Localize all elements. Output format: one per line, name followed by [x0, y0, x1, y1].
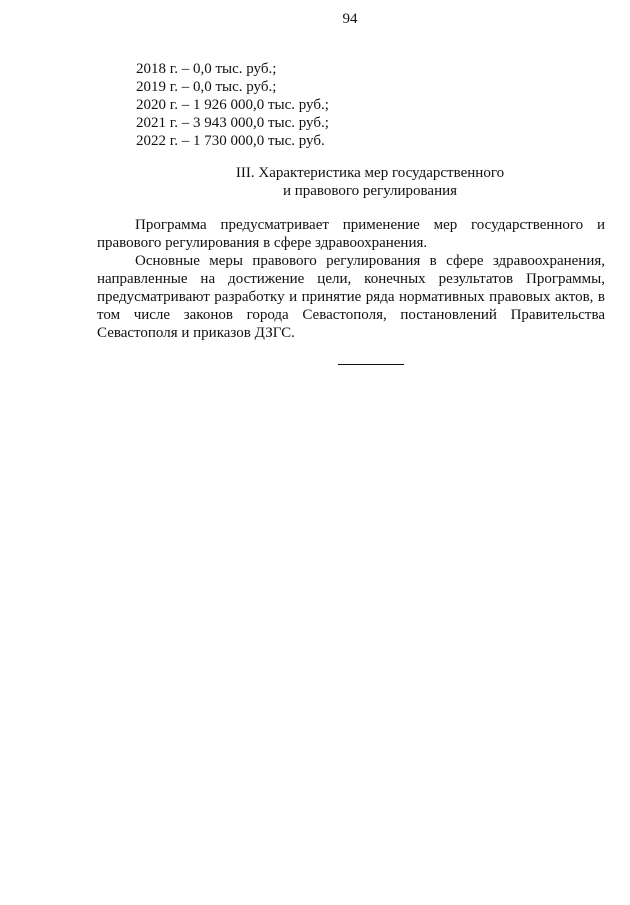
body-text [97, 216, 605, 342]
section-heading [230, 164, 510, 200]
budget-list [136, 60, 329, 150]
budget-year-2019: 2019 г. – 0,0 тыс. руб.; [136, 79, 277, 95]
end-of-section-rule [338, 364, 404, 365]
section-heading-line-1: III. Характеристика мер государственного [235, 165, 505, 181]
paragraph-legal-measures: Основные меры правового регулирования в сфере здравоохранения, направленные на достижение цели, конечных результатов Программы, предусматривают разработку и принятие ряда нормативных правовых актов, в том числе законов города Севастополя, постановлений Правительства Севастополя и приказов ДЗГС. [97, 253, 605, 341]
budget-year-2020: 2020 г. – 1 926 000,0 тыс. руб.; [136, 97, 329, 113]
paragraph-state-regulation: Программа предусматривает применение мер государственного и правового регулирования в сфере здравоохранения. [97, 217, 605, 251]
page-number: 94 [342, 11, 358, 27]
budget-year-2021: 2021 г. – 3 943 000,0 тыс. руб.; [136, 115, 329, 131]
budget-year-2018: 2018 г. – 0,0 тыс. руб.; [136, 61, 277, 77]
section-heading-line-2: и правового регулирования [282, 183, 458, 199]
budget-year-2022: 2022 г. – 1 730 000,0 тыс. руб. [136, 133, 325, 149]
